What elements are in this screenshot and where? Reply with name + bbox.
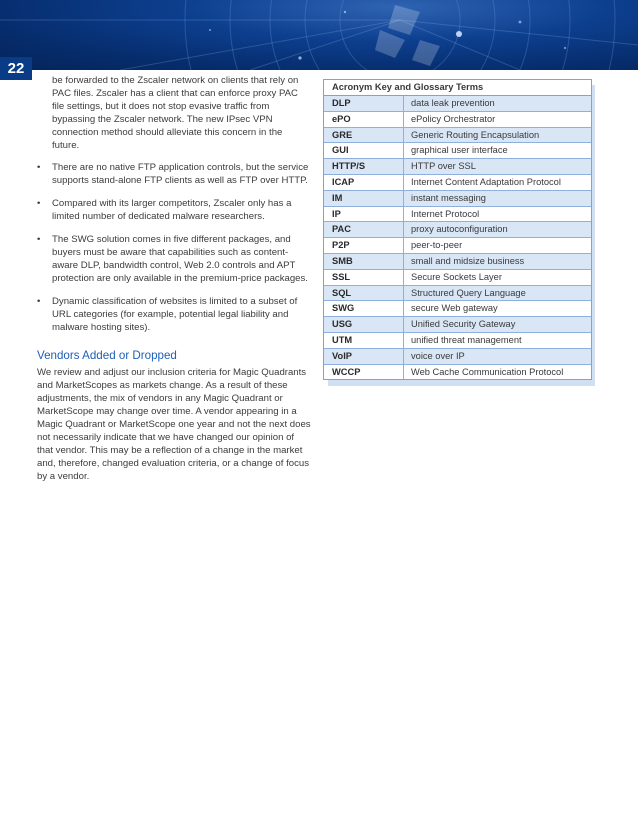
list-item	[37, 162, 312, 188]
table-row	[324, 96, 591, 112]
term-cell: ICAP	[324, 175, 404, 190]
table-row	[324, 128, 591, 144]
term-cell: UTM	[324, 333, 404, 348]
bullet-text: Compared with its larger competitors, Zscaler only has a limited number of dedicated malware researchers.	[52, 198, 292, 223]
bullet-text: There are no native FTP application controls, but the service supports stand-alone FTP clients as well as FTP over HTTP.	[52, 162, 309, 187]
table-row	[324, 238, 591, 254]
definition-cell: HTTP over SSL	[411, 161, 476, 172]
definition-cell: Secure Sockets Layer	[411, 271, 502, 282]
term-cell: SMB	[324, 254, 404, 269]
table-row	[324, 112, 591, 128]
term-cell: HTTP/S	[324, 159, 404, 174]
term-cell: WCCP	[324, 365, 404, 380]
definition-cell: unified threat management	[411, 334, 522, 345]
term-cell: GRE	[324, 128, 404, 143]
glossary-table-container	[323, 79, 590, 380]
continued-paragraph: be forwarded to the Zscaler network on clients that rely on PAC files. Zscaler has a client that can enforce proxy PAC file settings, but it does not stop evasive traffic from bypassing the Zscaler network. The new IPsec VPN connection method should alleviate this concern in the future.	[52, 75, 299, 151]
definition-cell: Generic Routing Encapsulation	[411, 129, 540, 140]
list-item	[37, 296, 312, 335]
term-cell: USG	[324, 317, 404, 332]
bullet-text: The SWG solution comes in five different packages, and buyers must be aware that capabilities such as content-aware DLP, bandwidth control, Web 2.0 controls and APT protection are only available in the premium-price packages.	[52, 234, 308, 284]
definition-cell: Web Cache Communication Protocol	[411, 366, 564, 377]
term-cell: SSL	[324, 270, 404, 285]
table-row	[324, 175, 591, 191]
definition-cell: voice over IP	[411, 350, 465, 361]
definition-cell: Internet Protocol	[411, 208, 480, 219]
term-cell: GUI	[324, 143, 404, 158]
table-row	[324, 317, 591, 333]
definition-cell: graphical user interface	[411, 145, 508, 156]
bullet-icon: •	[37, 295, 41, 307]
definition-cell: small and midsize business	[411, 255, 525, 266]
term-cell: SQL	[324, 286, 404, 301]
list-item	[37, 198, 312, 224]
table-row	[324, 143, 591, 159]
table-row	[324, 270, 591, 286]
definition-cell: ePolicy Orchestrator	[411, 113, 496, 124]
definition-cell: data leak prevention	[411, 98, 495, 108]
table-row	[324, 349, 591, 365]
definition-cell: Internet Content Adaptation Protocol	[411, 176, 561, 187]
definition-cell: proxy autoconfiguration	[411, 224, 508, 235]
definition-cell: instant messaging	[411, 192, 486, 203]
bullet-text: Dynamic classification of websites is limited to a subset of URL categories (for example, potential legal liability and malware hosting sites).	[52, 295, 298, 333]
term-cell: PAC	[324, 222, 404, 237]
term-cell: P2P	[324, 238, 404, 253]
definition-cell: Unified Security Gateway	[411, 319, 516, 330]
term-cell: VoIP	[324, 349, 404, 364]
glossary-title: Acronym Key and Glossary Terms	[324, 80, 591, 96]
term-cell: DLP	[324, 96, 404, 111]
table-row	[324, 222, 591, 238]
section-heading: Vendors Added or Dropped	[37, 349, 177, 363]
bullet-icon: •	[37, 162, 41, 174]
term-cell: IP	[324, 207, 404, 222]
section-body: We review and adjust our inclusion criteria for Magic Quadrants and MarketScopes as markets change. As a result of these adjustments, the mix of vendors in any Magic Quadrant or MarketScope may change over time. A vendor appearing in a Magic Quadrant or MarketScope one year and not the next does not necessarily indicate that we have changed our opinion of that vendor. This may be a reflection of a change in the market and, therefore, changed evaluation criteria, or a change of focus by a vendor.	[37, 367, 311, 482]
header-banner	[0, 0, 638, 70]
table-row	[324, 301, 591, 317]
table-row	[324, 207, 591, 223]
table-row	[324, 159, 591, 175]
table-row	[324, 333, 591, 349]
table-row	[324, 286, 591, 302]
banner-decoration	[0, 0, 638, 70]
term-cell: ePO	[324, 112, 404, 127]
page-number: 22	[0, 57, 32, 80]
table-row	[324, 254, 591, 270]
weakness-bullet-list	[37, 162, 312, 334]
bullet-icon: •	[37, 198, 41, 210]
definition-cell: Structured Query Language	[411, 287, 526, 298]
list-item	[37, 234, 312, 286]
bullet-icon: •	[37, 234, 41, 246]
left-text-column	[37, 75, 312, 484]
table-row	[324, 365, 591, 380]
glossary-table	[323, 79, 592, 380]
definition-cell: secure Web gateway	[411, 303, 498, 314]
table-row	[324, 191, 591, 207]
definition-cell: peer-to-peer	[411, 240, 463, 251]
term-cell: SWG	[324, 301, 404, 316]
term-cell: IM	[324, 191, 404, 206]
